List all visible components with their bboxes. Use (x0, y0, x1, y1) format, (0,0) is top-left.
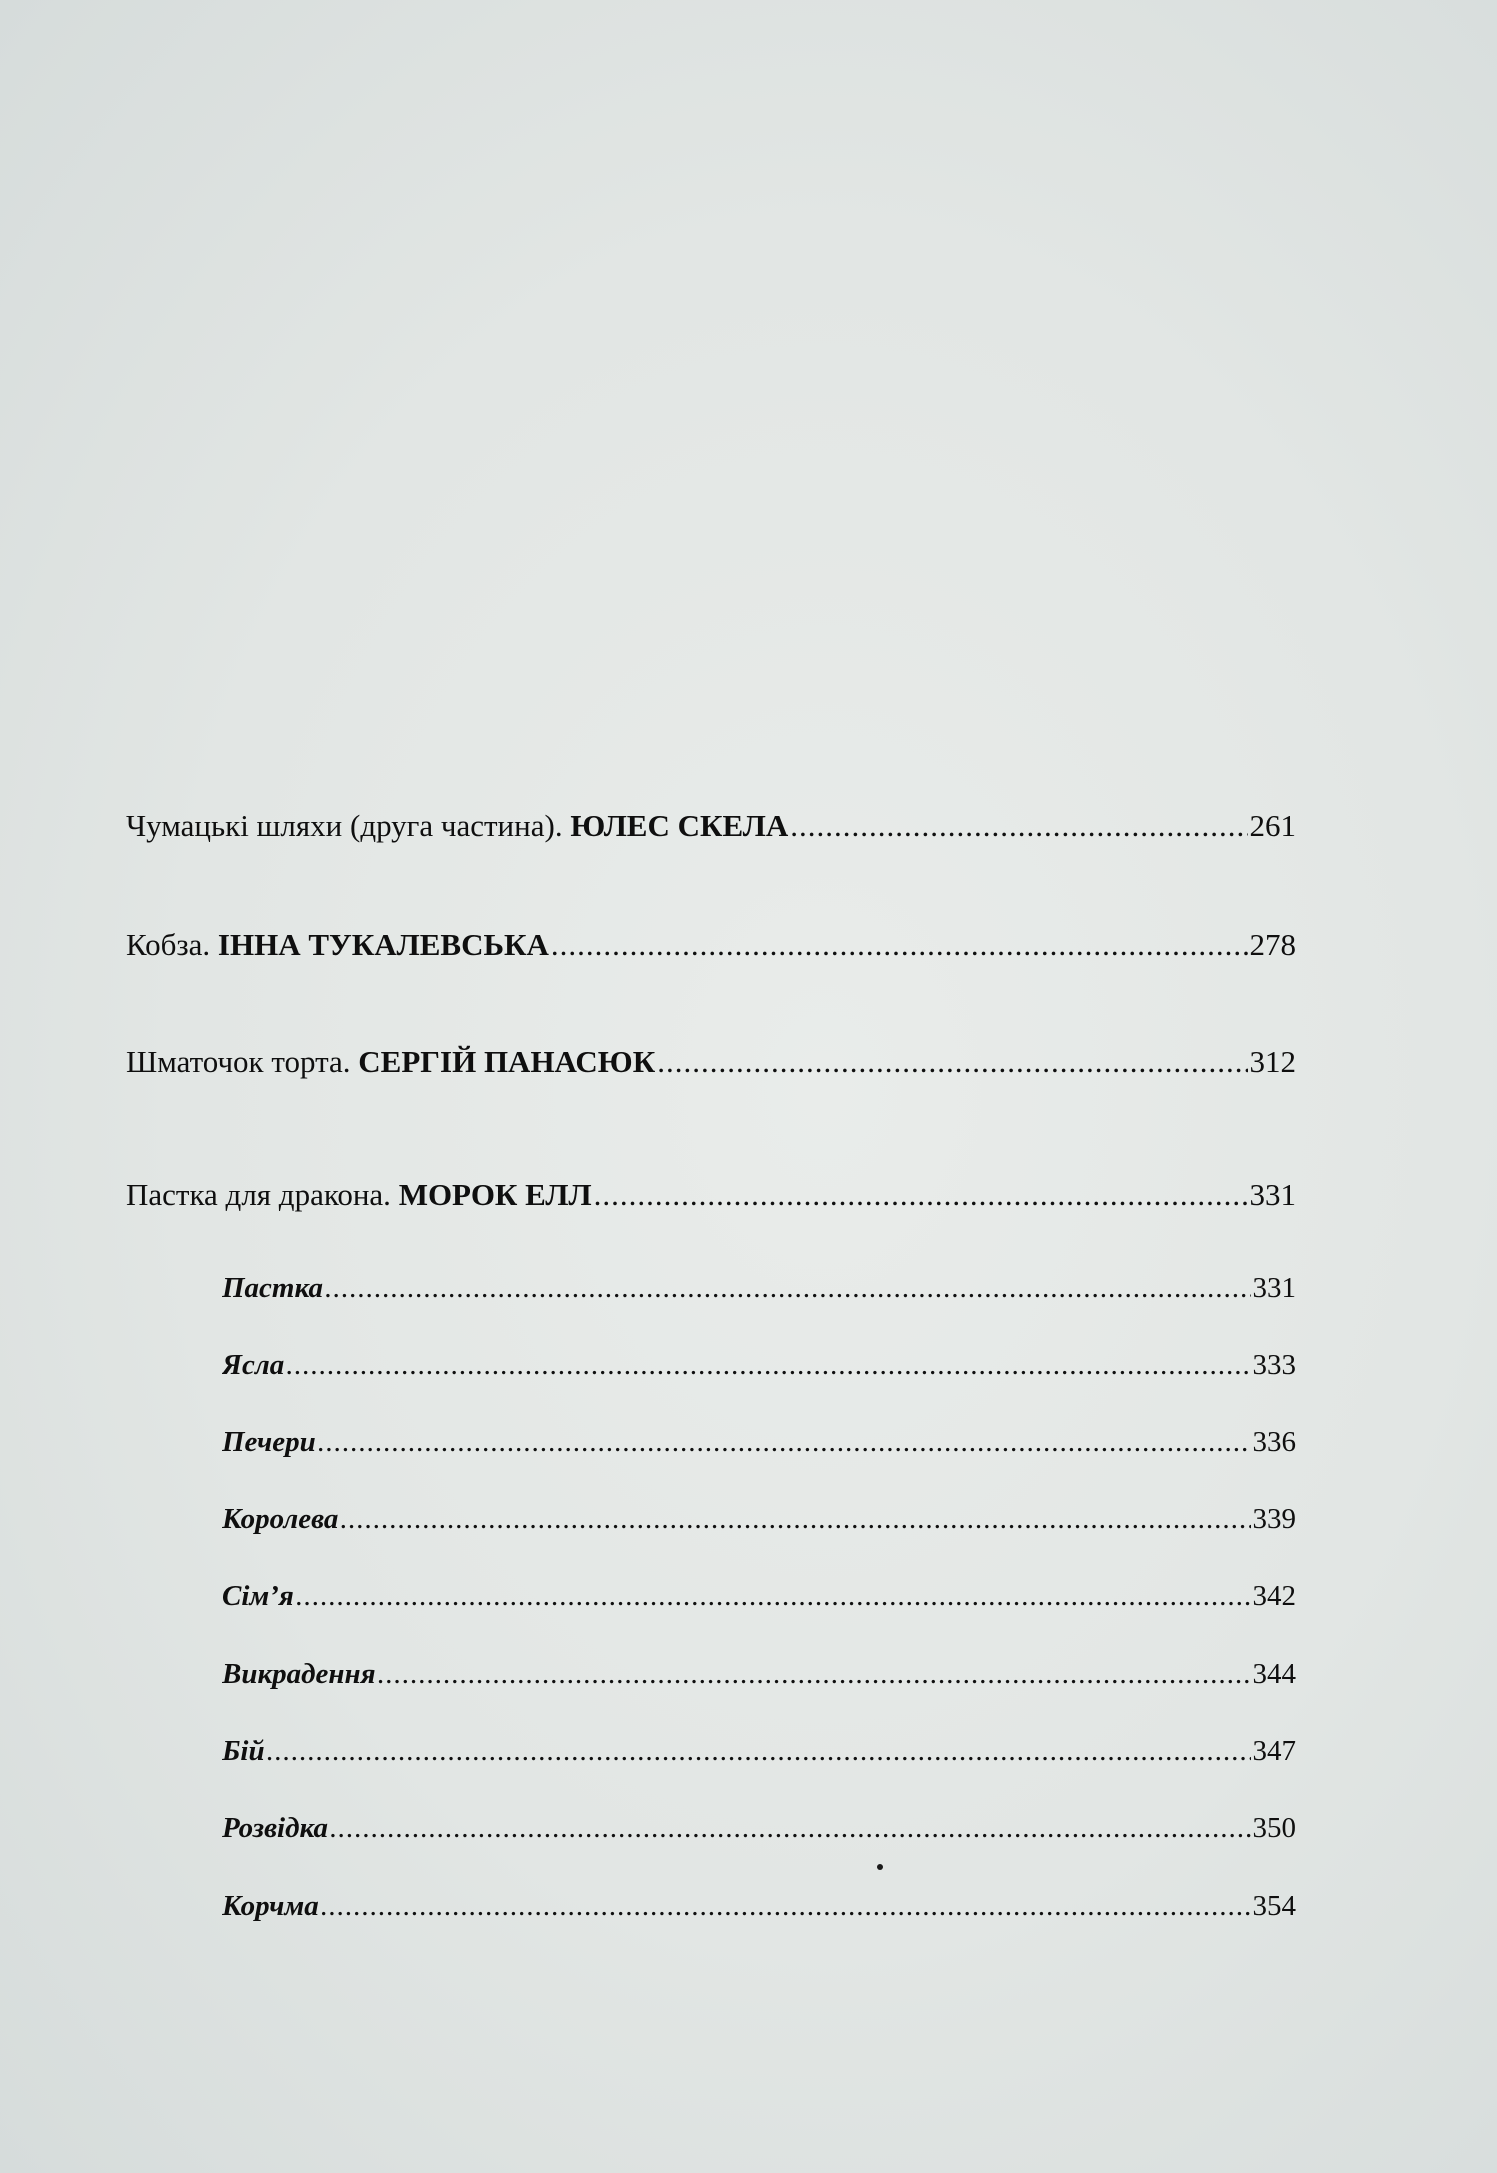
dot-leader (296, 1580, 1251, 1613)
toc-subentry (222, 1349, 1296, 1382)
toc-subentry (222, 1658, 1296, 1691)
toc-entry-title: Пастка для дракона. МОРОК ЕЛЛ (126, 1177, 592, 1212)
toc-entry-title: Чумацькі шляхи (друга частина). ЮЛЕС СКЕЛА (126, 808, 789, 843)
toc-page-number: 331 (1249, 1177, 1296, 1212)
toc-subentry-title: Розвідка (222, 1812, 328, 1844)
dot-leader (657, 1044, 1247, 1080)
toc-subentry (222, 1580, 1296, 1613)
dot-leader (267, 1735, 1251, 1768)
toc-subentry-title: Корчма (222, 1890, 319, 1922)
toc-subentry-title: Бій (222, 1735, 265, 1767)
dot-leader (321, 1890, 1251, 1923)
dot-leader (378, 1658, 1251, 1691)
toc-entry (126, 1044, 1296, 1080)
toc-subentry (222, 1426, 1296, 1459)
toc-page-number: 342 (1252, 1580, 1296, 1612)
toc-subentry-title: Сім’я (222, 1580, 294, 1612)
toc-entry-title: Кобза. ІННА ТУКАЛЕВСЬКА (126, 927, 549, 962)
toc-subentry (222, 1272, 1296, 1305)
dot-leader (594, 1177, 1248, 1213)
toc-subentry-title: Ясла (222, 1349, 285, 1381)
toc-subentry-title: Пастка (222, 1272, 323, 1304)
toc-subentry (222, 1503, 1296, 1536)
toc-entry-title: Шматочок торта. СЕРГІЙ ПАНАСЮК (126, 1044, 656, 1079)
toc-page-number: 336 (1252, 1426, 1296, 1458)
toc-entry (126, 808, 1296, 844)
toc-subentry-title: Печери (222, 1426, 316, 1458)
dot-leader (330, 1812, 1251, 1845)
ink-speck (877, 1864, 883, 1870)
toc-entry (126, 927, 1296, 963)
toc-page-number: 331 (1252, 1272, 1296, 1304)
toc-subentry (222, 1812, 1296, 1845)
dot-leader (325, 1272, 1251, 1305)
toc-subentry-title: Королева (222, 1503, 339, 1535)
toc-subentry (222, 1735, 1296, 1768)
toc-page-number: 347 (1252, 1735, 1296, 1767)
toc-page-number: 312 (1249, 1044, 1296, 1079)
dot-leader (286, 1349, 1250, 1382)
toc-page-number: 261 (1249, 808, 1296, 843)
toc-entry-author: СЕРГІЙ ПАНАСЮК (358, 1044, 656, 1079)
toc-page-number: 339 (1252, 1503, 1296, 1535)
toc-entry-author: ІННА ТУКАЛЕВСЬКА (217, 927, 549, 962)
toc-entry (126, 1177, 1296, 1213)
toc-subentry-title: Викрадення (222, 1658, 376, 1690)
toc-page-number: 344 (1252, 1658, 1296, 1690)
dot-leader (318, 1426, 1251, 1459)
toc-entry-author: МОРОК ЕЛЛ (398, 1177, 592, 1212)
toc-page-number: 333 (1252, 1349, 1296, 1381)
dot-leader (551, 927, 1248, 963)
dot-leader (340, 1503, 1250, 1536)
toc-entry-author: ЮЛЕС СКЕЛА (570, 808, 789, 843)
toc-subentry (222, 1890, 1296, 1923)
toc-page-number: 354 (1252, 1890, 1296, 1922)
toc-page-number: 278 (1249, 927, 1296, 962)
dot-leader (790, 808, 1247, 844)
toc-page-number: 350 (1252, 1812, 1296, 1844)
